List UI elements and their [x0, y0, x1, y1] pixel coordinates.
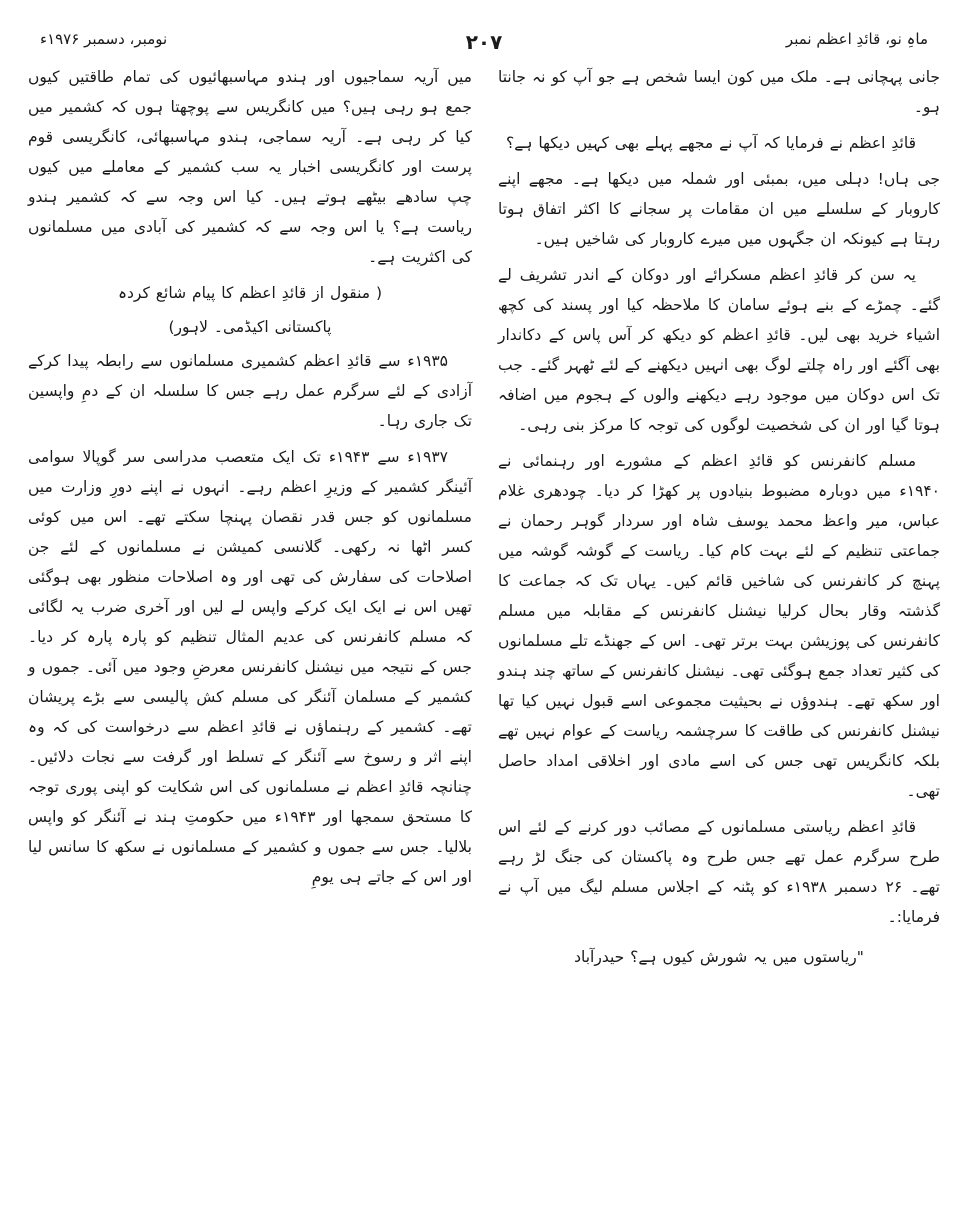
- issue-date: نومبر، دسمبر ۱۹۷۶ء: [40, 30, 168, 48]
- left-column: [28, 62, 472, 898]
- paragraph: ۱۹۳۷ء سے ۱۹۴۳ء تک ایک متعصب مدراسی سر گوپالا سوامی آئینگر کشمیر کے وزیرِ اعظم رہے۔ انہوں نے اپنے دورِ وزارت میں مسلمانوں کو جس قدر نقصان پہنچا سکتے تھے۔ اس میں کوئی کسر اٹھا نہ رکھی۔ گلانسی کمیشن نے مسلمانوں کے لئے جن اصلاحات کی سفارش کی تھی اور وہ اصلاحات منظور بھی ہوگئی تھیں اس نے ایک ایک کرکے واپس لے لیں اور آخری ضرب یہ لگائی کہ مسلم کانفرنس کی عدیم المثال تنظیم کو پارہ پارہ کر دیا۔ جس کے نتیجہ میں نیشنل کانفرنس معرضِ وجود میں آئی۔ جموں و کشمیر کے مسلمان آئنگر کی مسلم کش پالیسی سے بڑے پریشان تھے۔ کشمیر کے رہنماؤں نے قائدِ اعظم سے درخواست کی کہ وہ اپنے اثر و رسوخ سے آئنگر کے تسلط اور گرفت سے نجات دلائیں۔ چنانچہ قائدِ اعظم نے مسلمانوں کی اس شکایت کو اپنی پوری توجہ کا مستحق سمجھا اور ۱۹۴۳ء میں حکومتِ ہند نے آئنگر کو واپس بلالیا۔ جس سے جموں و کشمیر کے مسلمانوں نے سکھ کا سانس لیا اور اس کے جاتے ہی یومِ: [28, 448, 472, 886]
- citation-line: پاکستانی اکیڈمی۔ لاہور): [168, 318, 332, 336]
- paragraph: جی ہاں! دہلی میں، بمبئی اور شملہ میں دیکھا ہے۔ مجھے اپنے کاروبار کے سلسلے میں ان مقامات پر سجانے کا اکثر اتفاق ہوتا رہتا ہے کیونکہ ان جگہوں میں میرے کاروبار کی شاخیں ہیں۔: [498, 170, 940, 248]
- closing-quote: "ریاستوں میں یہ شورش کیوں ہے؟ حیدرآباد: [574, 948, 864, 966]
- paragraph: جانی پہچانی ہے۔ ملک میں کون ایسا شخص ہے جو آپ کو نہ جانتا ہو۔: [498, 68, 940, 116]
- quote-continuation: میں آریہ سماجیوں اور ہندو مہاسبھائیوں کی تمام طاقتیں کیوں جمع ہو رہی ہیں؟ میں کانگریس سے پوچھتا ہوں کہ کشمیر میں کیا کر رہی ہے۔ آریہ سماجی، ہندو مہاسبھائی، کانگریسی قوم پرست اور کانگریسی اخبار یہ سب کشمیر کے معاملے میں کیوں چپ سادھے بیٹھے ہوتے ہیں۔ کیا اس وجہ سے کہ کشمیر ہندو ریاست ہے؟ یا اس وجہ سے کہ کشمیر کی آبادی میں مسلمانوں کی اکثریت ہے۔: [28, 68, 472, 266]
- citation-line: ( منقول از قائدِ اعظم کا پیام شائع کردہ: [117, 284, 383, 302]
- page-header: [0, 30, 968, 60]
- paragraph: مسلم کانفرنس کو قائدِ اعظم کے مشورے اور رہنمائی نے ۱۹۴۰ء میں دوبارہ مضبوط بنیادوں پر کھڑا کر دیا۔ چودھری غلام عباس، میر واعظ محمد یوسف شاہ اور سردار گوہر رحمان نے جماعتی تنظیم کے لئے بہت کام کیا۔ ریاست کے گوشہ گوشہ میں پہنچ کر کانفرنس کی شاخیں قائم کیں۔ یہاں تک کہ جماعت کا گذشتہ وقار بحال کرلیا نیشنل کانفرنس کے مقابلہ میں مسلم کانفرنس کی پوزیشن بہت برتر تھی۔ اس کے جھنڈے تلے مسلمانوں کی کثیر تعداد جمع ہوگئی تھی۔ نیشنل کانفرنس کے ساتھ چند ہندو اور سکھ تھے۔ ہندوؤں نے بحیثیت مجموعی اسے قبول نہیں کیا تھا نیشنل کانفرنس کی طاقت کا سرچشمہ ریاست کے عوام نہیں تھے بلکہ کانگریس تھی جس کی اسے مادی اور اخلاقی امداد حاصل تھی۔: [498, 452, 940, 800]
- paragraph: ۱۹۳۵ء سے قائدِ اعظم کشمیری مسلمانوں سے رابطہ پیدا کرکے آزادی کے لئے سرگرم عمل رہے جس کا سلسلہ ان کے دمِ واپسین تک جاری رہا۔: [28, 352, 472, 430]
- paragraph: قائدِ اعظم ریاستی مسلمانوں کے مصائب دور کرنے کے لئے اس طرح سرگرم عمل تھے جس طرح وہ پاکستان کی جنگ لڑ رہے تھے۔ ۲۶ دسمبر ۱۹۳۸ء کو پٹنہ کے اجلاس مسلم لیگ میں آپ نے فرمایا:۔: [498, 818, 940, 926]
- paragraph: یہ سن کر قائدِ اعظم مسکرائے اور دوکان کے اندر تشریف لے گئے۔ چمڑے کے بنے ہوئے سامان کا ملاحظہ کیا اور پسند کی کچھ اشیاء خرید بھی لیں۔ قائدِ اعظم کو دیکھ کر آس پاس کے دکاندار بھی آگئے اور راہ چلتے لوگ بھی انہیں دیکھنے کے لئے ٹھہر گئے۔ جب تک اس دوکان میں موجود رہے دیکھنے والوں کے ہجوم میں اضافہ ہوتا گیا اور ان کی شخصیت لوگوں کی توجہ کا مرکز بنی رہی۔: [498, 266, 940, 434]
- paragraph: قائدِ اعظم نے فرمایا کہ آپ نے مجھے پہلے بھی کہیں دیکھا ہے؟: [506, 134, 916, 152]
- page-number: ۲۰۷: [465, 30, 503, 54]
- right-column: [498, 62, 940, 978]
- journal-title: ماہِ نو، قائدِ اعظم نمبر: [785, 30, 928, 48]
